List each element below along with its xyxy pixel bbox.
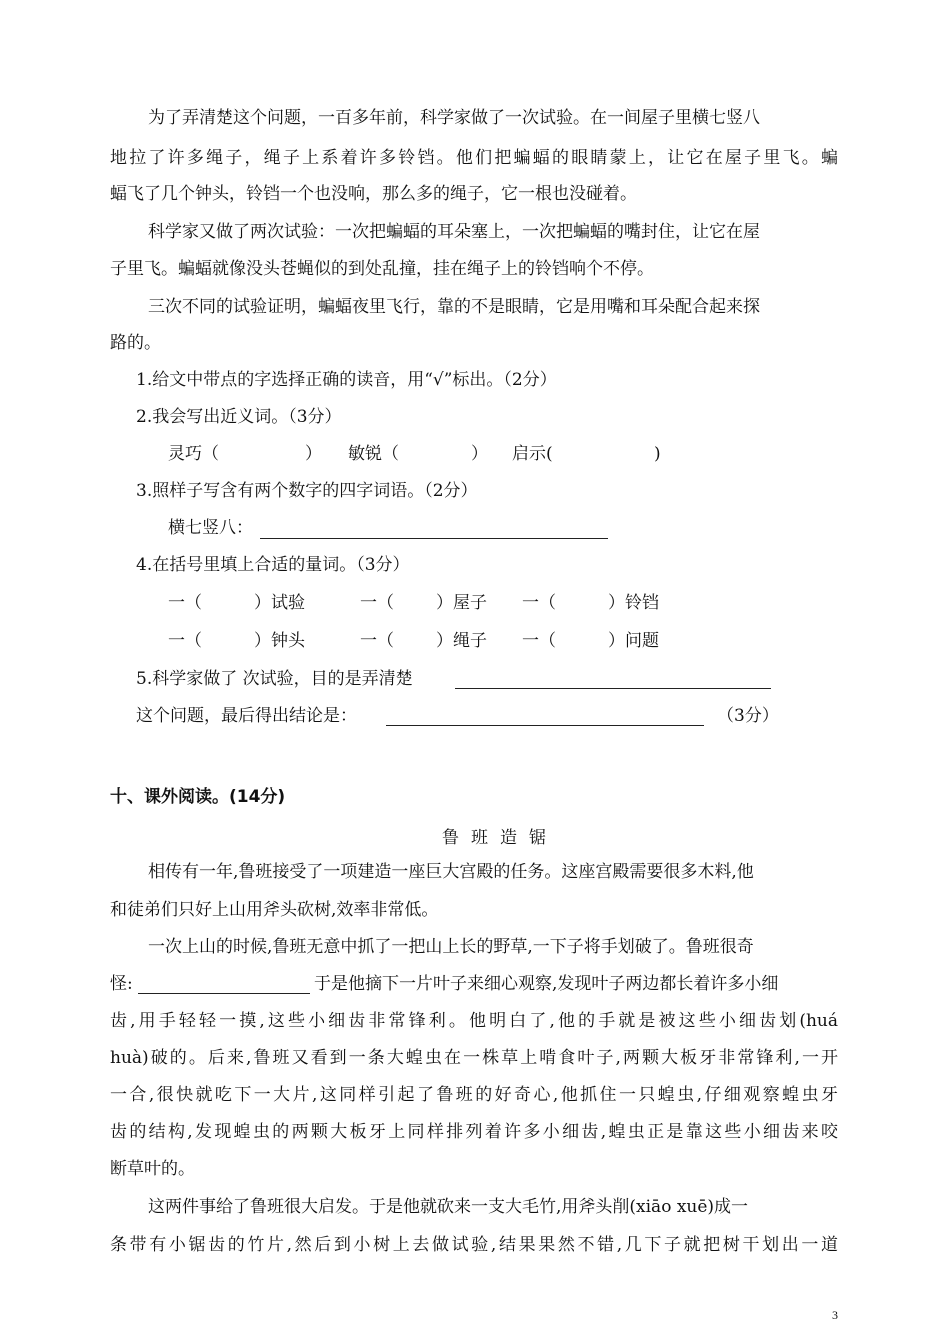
question-5-score: （3分） (717, 706, 779, 726)
passage2-line: 一合,很快就吃下一大片,这同样引起了鲁班的好奇心,他抓住一只蝗虫,仔细观察蝗虫牙 (110, 1085, 838, 1105)
measure-word-item: ）问题 (608, 631, 659, 651)
answer-line[interactable] (260, 538, 608, 539)
question-5-continued: 这个问题，最后得出结论是： (136, 706, 357, 726)
passage1-line: 科学家又做了两次试验：一次把蝙蝠的耳朵塞上，一次把蝙蝠的嘴封住，让它在屋 (148, 222, 760, 242)
passage2-line: 和徒弟们只好上山用斧头砍树,效率非常低。 (110, 900, 439, 920)
question-3-example: 横七竖八： (168, 518, 253, 538)
passage2-line: 相传有一年,鲁班接受了一项建造一座巨大宫殿的任务。这座宫殿需要很多木料,他 (148, 862, 754, 882)
passage1-line: 子里飞。蝙蝠就像没头苍蝇似的到处乱撞，挂在绳子上的铃铛响个不停。 (110, 259, 654, 279)
question-4: 4.在括号里填上合适的量词。（3分） (136, 555, 410, 575)
measure-word-item: ）屋子 (436, 593, 487, 613)
measure-word-item: ）试验 (254, 593, 305, 613)
synonym-item: ) (654, 444, 661, 464)
question-3: 3.照样子写含有两个数字的四字词语。（2分） (136, 481, 478, 501)
synonym-item: 灵巧（ (168, 444, 219, 464)
measure-word-item: 一（ (522, 631, 556, 651)
synonym-item: 启示( (512, 444, 553, 464)
passage1-line: 为了弄清楚这个问题，一百多年前，科学家做了一次试验。在一间屋子里横七竖八 (148, 108, 760, 128)
question-1: 1.给文中带点的字选择正确的读音，用“√”标出。（2分） (136, 370, 557, 390)
measure-word-item: ）绳子 (436, 631, 487, 651)
passage2-line: 断草叶的。 (110, 1159, 195, 1179)
passage2-line: 一次上山的时候,鲁班无意中抓了一把山上长的野草,一下子将手划破了。鲁班很奇 (148, 937, 754, 957)
passage1-line: 蝠飞了几个钟头，铃铛一个也没响，那么多的绳子，它一根也没碰着。 (110, 184, 637, 204)
passage1-line: 三次不同的试验证明，蝙蝠夜里飞行，靠的不是眼睛，它是用嘴和耳朵配合起来探 (148, 297, 760, 317)
passage2-line: 怪: (110, 974, 133, 994)
passage2-line: 条带有小锯齿的竹片,然后到小树上去做试验,结果果然不错,几下子就把树干划出一道 (110, 1235, 838, 1255)
measure-word-item: ）铃铛 (608, 593, 659, 613)
passage-title: 鲁班造锯 (442, 828, 558, 848)
passage2-line: 齿,用手轻轻一摸,这些小细齿非常锋利。他明白了,他的手就是被这些小细齿划(huá (110, 1011, 838, 1031)
measure-word-item: ）钟头 (254, 631, 305, 651)
synonym-item: ） (471, 444, 488, 464)
measure-word-item: 一（ (168, 593, 202, 613)
passage2-line: 于是他摘下一片叶子来细心观察,发现叶子两边都长着许多小细 (314, 974, 779, 994)
passage2-line: 齿的结构,发现蝗虫的两颗大板牙上同样排列着许多小细齿,蝗虫正是靠这些小细齿来咬 (110, 1122, 838, 1142)
answer-line[interactable] (386, 725, 704, 726)
synonym-item: 敏锐（ (348, 444, 399, 464)
question-2: 2.我会写出近义词。（3分） (136, 407, 342, 427)
passage1-line: 地拉了许多绳子，绳子上系着许多铃铛。他们把蝙蝠的眼睛蒙上，让它在屋子里飞。蝙 (110, 148, 838, 168)
page-number: 3 (832, 1308, 838, 1322)
passage2-line: 这两件事给了鲁班很大启发。于是他就砍来一支大毛竹,用斧头削(xiāo xuē)成一 (148, 1197, 749, 1217)
passage2-line: huà)破的。后来,鲁班又看到一条大蝗虫在一株草上啃食叶子,两颗大板牙非常锋利,一开 (110, 1048, 838, 1068)
measure-word-item: 一（ (360, 593, 394, 613)
answer-line[interactable] (455, 688, 771, 689)
measure-word-item: 一（ (360, 631, 394, 651)
section-heading: 十、课外阅读。(14分) (110, 787, 286, 807)
question-5: 5.科学家做了 次试验，目的是弄清楚 (136, 669, 413, 689)
measure-word-item: 一（ (522, 593, 556, 613)
measure-word-item: 一（ (168, 631, 202, 651)
answer-line[interactable] (138, 993, 310, 994)
synonym-item: ） (305, 444, 322, 464)
passage1-line: 路的。 (110, 333, 161, 353)
